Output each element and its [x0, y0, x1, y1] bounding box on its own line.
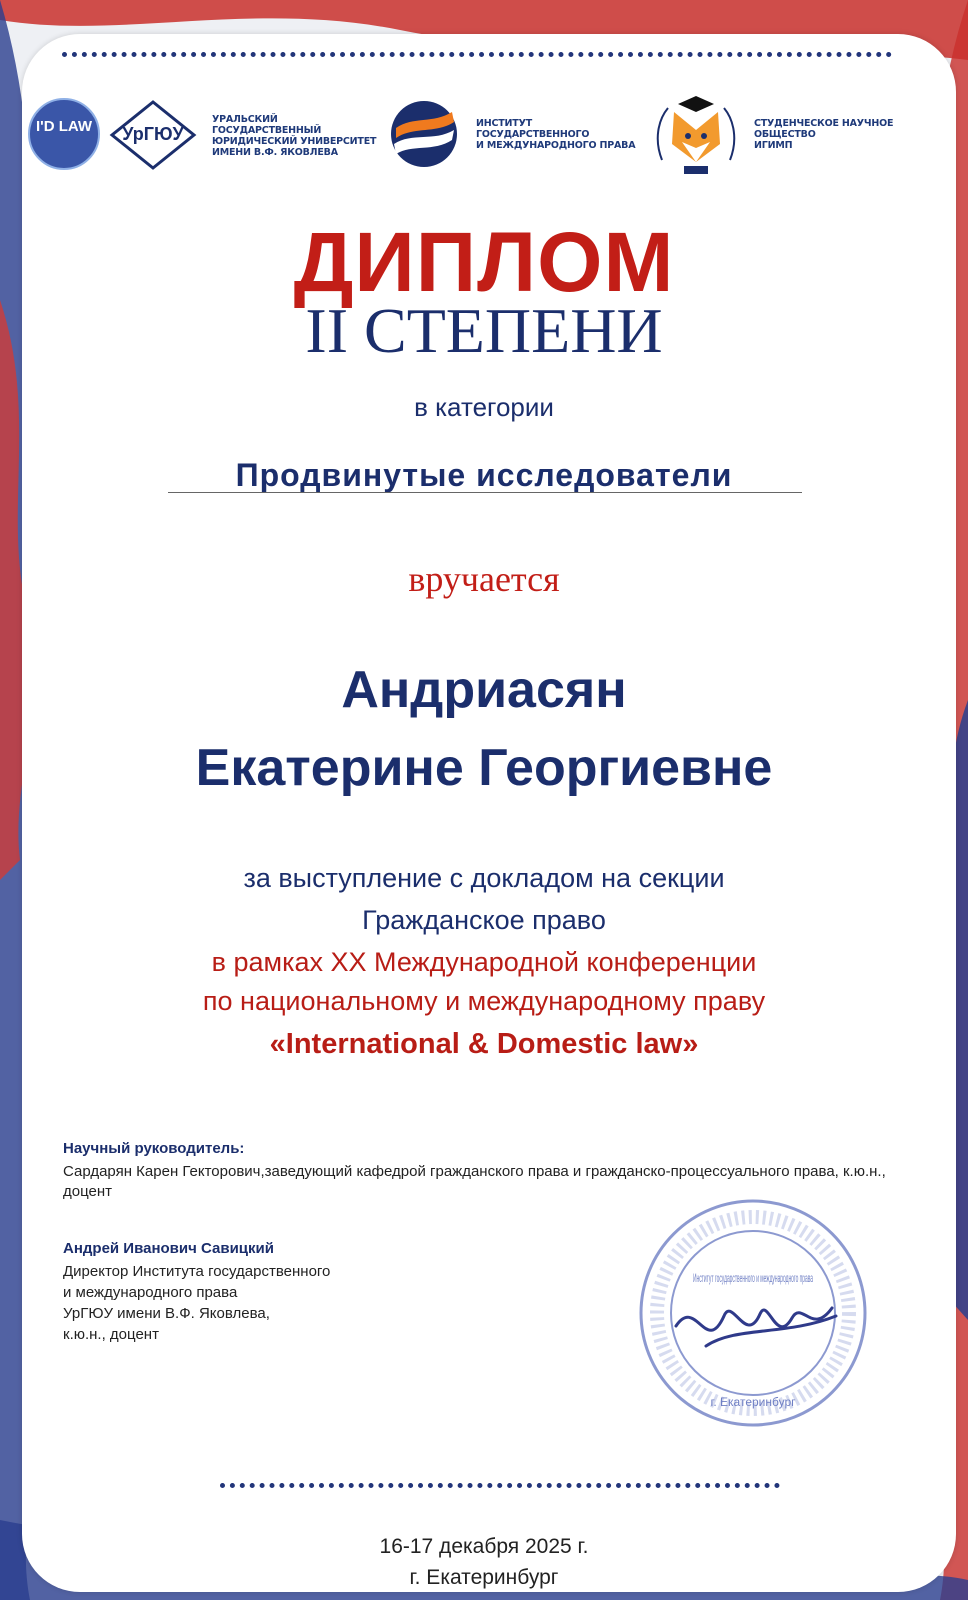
id-law-logo-text-top: I'D LAW: [35, 118, 93, 135]
usla-logo-text: УрГЮУ: [122, 124, 184, 144]
director-title-line: к.ю.н., доцент: [63, 1326, 159, 1343]
category-underline: [168, 492, 802, 493]
event-date: 16-17 декабря 2025 г.: [379, 1535, 589, 1558]
body-line-conference: в рамках XX Международной конференции: [211, 947, 757, 977]
institute-name: ИНСТИТУТ ГОСУДАРСТВЕННОГО И МЕЖДУНАРОДНОГО ПРАВА: [476, 118, 636, 151]
stamp-text: Институт государственного и международного права: [693, 1271, 814, 1285]
bottom-dotted-divider: [220, 1483, 780, 1488]
id-law-logo-icon: [28, 98, 100, 170]
category-intro: в категории: [414, 392, 554, 422]
stamp-city: г. Екатеринбург: [710, 1395, 796, 1409]
body-line-report: за выступление с докладом на секции: [243, 863, 725, 893]
director-title-line: и международного права: [63, 1284, 238, 1301]
diploma-degree: II СТЕПЕНИ: [305, 295, 663, 366]
body-line-section: Гражданское право: [362, 905, 606, 935]
supervisor-heading: Научный руководитель:: [63, 1140, 245, 1157]
fox-sno-logo-icon: [648, 90, 744, 180]
top-dotted-divider: [62, 52, 892, 57]
awarded-label: вручается: [408, 559, 560, 599]
student-society-name: СТУДЕНЧЕСКОЕ НАУЧНОЕ ОБЩЕСТВО ИГИМП: [754, 118, 894, 151]
supervisor-text: Сардарян Карен Гекторович,заведующий кафедрой гражданского права и гражданско-процессуального права, к.ю.н., доцент: [63, 1163, 886, 1200]
category-name: Продвинутые исследователи: [235, 457, 733, 493]
recipient-given-names: Екатерине Георгиевне: [195, 739, 773, 797]
director-name: Андрей Иванович Савицкий: [63, 1240, 274, 1257]
official-stamp-icon: [636, 1196, 870, 1430]
diploma-title: ДИПЛОМ: [293, 215, 675, 309]
director-title-line: УрГЮУ имени В.Ф. Яковлева,: [63, 1305, 270, 1322]
body-line-law: по национальному и международному праву: [202, 986, 766, 1016]
signature-icon: [676, 1308, 836, 1346]
usla-logo-icon: [110, 100, 196, 170]
institute-logo-icon: [388, 98, 460, 170]
university-name: УРАЛЬСКИЙ ГОСУДАРСТВЕННЫЙ ЮРИДИЧЕСКИЙ УНИВЕРСИТЕТ ИМЕНИ В.Ф. ЯКОВЛЕВА: [212, 114, 377, 158]
event-city: г. Екатеринбург: [409, 1566, 559, 1589]
director-title-line: Директор Института государственного: [63, 1263, 331, 1280]
conference-name: «International & Domestic law»: [269, 1028, 699, 1060]
recipient-surname: Андриасян: [341, 661, 627, 719]
